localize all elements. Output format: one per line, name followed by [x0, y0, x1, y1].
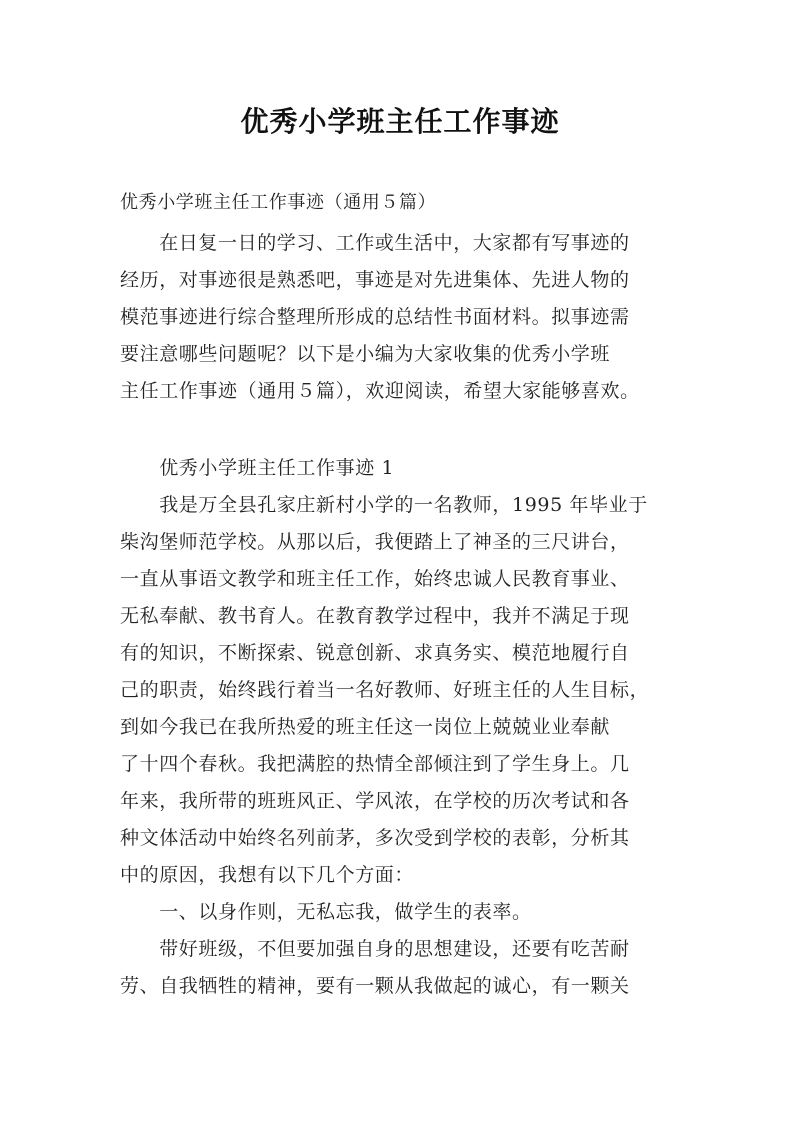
document-title: 优秀小学班主任工作事迹 — [240, 105, 560, 138]
body-line: 无私奉献、教书育人。在教育教学过程中，我并不满足于现 — [120, 605, 630, 627]
intro-line: 模范事迹进行综合整理所形成的总结性书面材料。拟事迹需 — [120, 306, 630, 328]
body-line: 劳、自我牺牲的精神，要有一颗从我做起的诚心，有一颗关 — [120, 975, 630, 997]
intro-line: 在日复一日的学习、工作或生活中，大家都有写事迹的 — [120, 232, 630, 254]
body-line: 有的知识，不断探索、锐意创新、求真务实、模范地履行自 — [120, 642, 630, 664]
body-line: 到如今我已在我所热爱的班主任这一岗位上兢兢业业奉献 — [120, 716, 611, 738]
intro-line: 经历，对事迹很是熟悉吧，事迹是对先进集体、先进人物的 — [120, 269, 630, 291]
body-line: 种文体活动中始终名列前茅，多次受到学校的表彰，分析其 — [120, 827, 630, 849]
document-subtitle: 优秀小学班主任工作事迹（通用５篇） — [120, 192, 437, 213]
body-line: 带好班级，不但要加强自身的思想建设，还要有吃苦耐 — [120, 938, 630, 960]
body-line: 了十四个春秋。我把满腔的热情全部倾注到了学生身上。几 — [120, 753, 630, 775]
body-line: 一、以身作则，无私忘我，做学生的表率。 — [120, 901, 532, 923]
intro-line: 要注意哪些问题呢？以下是小编为大家收集的优秀小学班 — [120, 343, 611, 365]
body-line: 年来，我所带的班班风正、学风浓，在学校的历次考试和各 — [120, 790, 630, 812]
body-line: 柴沟堡师范学校。从那以后，我便踏上了神圣的三尺讲台， — [120, 531, 630, 553]
intro-line: 主任工作事迹（通用５篇），欢迎阅读，希望大家能够喜欢。 — [120, 380, 640, 402]
body-line: 一直从事语文教学和班主任工作，始终忠诚人民教育事业、 — [120, 568, 630, 590]
body-line: 我是万全县孔家庄新村小学的一名教师，1995 年毕业于 — [120, 494, 648, 516]
body-line: 中的原因，我想有以下几个方面： — [120, 864, 415, 886]
section-heading: 优秀小学班主任工作事迹 1 — [120, 457, 395, 479]
body-line: 己的职责，始终践行着当一名好教师、好班主任的人生目标， — [120, 679, 650, 701]
